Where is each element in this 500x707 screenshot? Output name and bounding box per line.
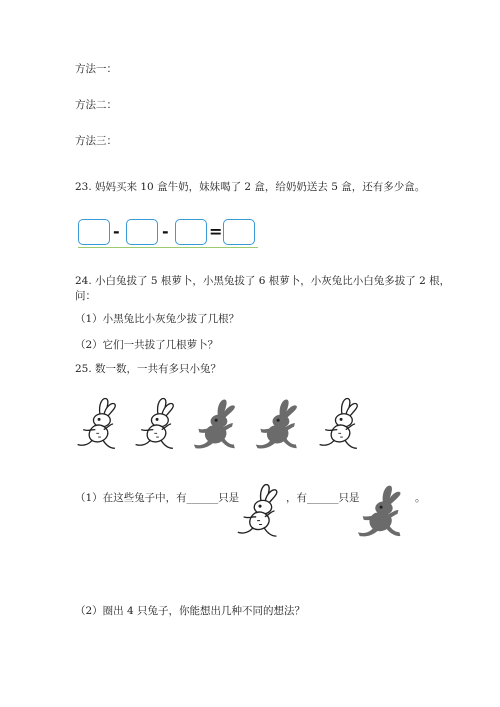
rabbit-gray-2 <box>252 396 308 452</box>
rabbit-gray-example <box>354 482 412 540</box>
method-2-label: 方法二： <box>75 99 117 111</box>
answer-box-1[interactable] <box>78 219 110 245</box>
equation-underline <box>78 247 258 248</box>
rabbit-white-2 <box>130 396 186 452</box>
rabbit-gray-1 <box>190 396 246 452</box>
question-24-line-1: 24. 小白兔拔了 5 根萝卜，小黑兔拔了 6 根萝卜，小灰兔比小白兔多拔了 2 根， <box>75 275 451 287</box>
method-3-label: 方法三： <box>75 135 117 147</box>
minus-sign-1: - <box>113 222 120 241</box>
question-25-title: 25. 数一数，一共有多只小兔？ <box>75 363 222 375</box>
question-25-sub-1-part-a: （1）在这些兔子中，有______只是 <box>75 492 240 504</box>
question-24-sub-1: （1）小黑兔比小灰兔少拔了几根？ <box>75 313 240 325</box>
question-24-line-2: 问： <box>75 290 96 302</box>
equals-sign: = <box>209 222 223 241</box>
answer-box-3[interactable] <box>175 219 207 245</box>
answer-box-4[interactable] <box>223 219 255 245</box>
rabbit-white-example <box>232 482 290 540</box>
rabbit-white-1 <box>72 396 128 452</box>
question-25-sub-1-part-b: ，有______只是 <box>286 492 360 504</box>
question-25-sub-2: （2）圈出 4 只兔子，你能想出几种不同的想法？ <box>75 605 306 617</box>
minus-sign-2: - <box>162 222 169 241</box>
answer-box-2[interactable] <box>126 219 158 245</box>
method-1-label: 方法一： <box>75 63 117 75</box>
question-23: 23. 妈妈买来 10 盒牛奶，妹妹喝了 2 盒，给奶奶送去 5 盒，还有多少盒。 <box>75 181 426 193</box>
question-25-sub-1-part-c: 。 <box>415 492 426 504</box>
question-24-sub-2: （2）它们一共拔了几根萝卜？ <box>75 339 219 351</box>
rabbit-white-3 <box>314 396 370 452</box>
